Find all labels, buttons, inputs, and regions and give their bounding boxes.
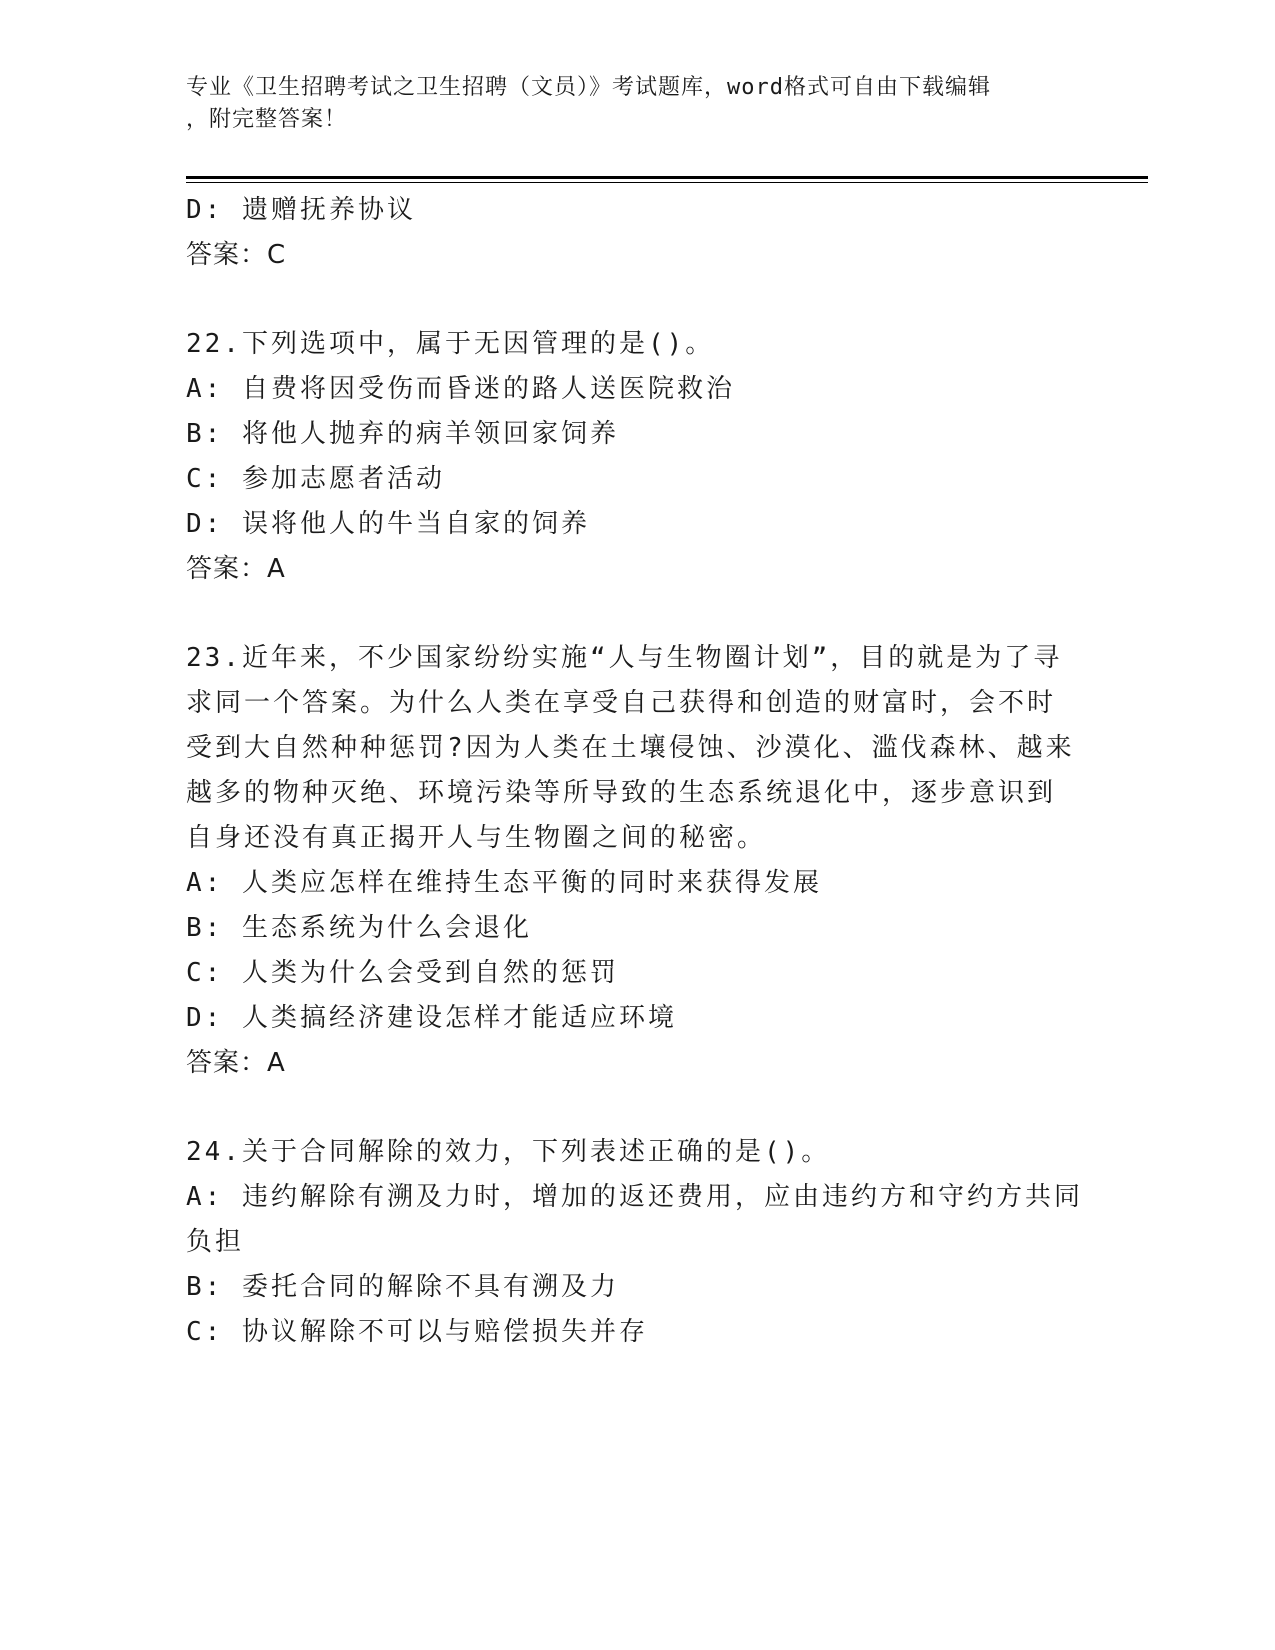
question-23-stem-line-2: 求同一个答案。为什么人类在享受自己获得和创造的财富时，会不时 xyxy=(186,688,1057,718)
header-rule-thick xyxy=(186,176,1148,179)
header-line-1: 专业《卫生招聘考试之卫生招聘（文员）》考试题库，word格式可自由下载编辑 xyxy=(186,75,991,100)
header-line-2: ，附完整答案！ xyxy=(186,107,348,132)
question-22-option-a: A: 自费将因受伤而昏迷的路人送医院救治 xyxy=(186,374,735,404)
header-rule-thin xyxy=(186,182,1148,183)
option-d: D: 遗赠抚养协议 xyxy=(186,195,416,225)
question-23-answer: 答案：A xyxy=(186,1048,286,1078)
spacer xyxy=(186,1086,1086,1130)
question-23-stem-line-4: 越多的物种灭绝、环境污染等所导致的生态系统退化中，逐步意识到 xyxy=(186,778,1057,808)
question-23-option-a: A: 人类应怎样在维持生态平衡的同时来获得发展 xyxy=(186,868,822,898)
question-23-stem-line-1: 23.近年来，不少国家纷纷实施“人与生物圈计划”，目的就是为了寻 xyxy=(186,643,1063,673)
answer-line: 答案：C xyxy=(186,240,287,270)
question-23-stem-line-5: 自身还没有真正揭开人与生物圈之间的秘密。 xyxy=(186,823,767,853)
question-22-answer: 答案：A xyxy=(186,554,286,584)
question-24-stem: 24.关于合同解除的效力，下列表述正确的是()。 xyxy=(186,1137,831,1167)
question-24-option-c: C: 协议解除不可以与赔偿损失并存 xyxy=(186,1317,648,1347)
spacer xyxy=(186,592,1086,636)
question-24-option-b: B: 委托合同的解除不具有溯及力 xyxy=(186,1272,619,1302)
question-22-stem: 22.下列选项中，属于无因管理的是()。 xyxy=(186,329,715,359)
document-header xyxy=(186,72,1066,136)
question-22-option-c: C: 参加志愿者活动 xyxy=(186,464,445,494)
question-22-option-d: D: 误将他人的牛当自家的饲养 xyxy=(186,509,590,539)
question-23-option-b: B: 生态系统为什么会退化 xyxy=(186,913,532,943)
question-23-option-d: D: 人类搞经济建设怎样才能适应环境 xyxy=(186,1003,677,1033)
question-24-option-a-continued: 负担 xyxy=(186,1227,245,1257)
question-24-option-a: A: 违约解除有溯及力时，增加的返还费用，应由违约方和守约方共同 xyxy=(186,1182,1083,1212)
spacer xyxy=(186,278,1086,322)
question-22-option-b: B: 将他人抛弃的病羊领回家饲养 xyxy=(186,419,619,449)
question-23-stem-line-3: 受到大自然种种惩罚?因为人类在土壤侵蚀、沙漠化、滥伐森林、越来 xyxy=(186,733,1075,763)
document-body xyxy=(186,188,1086,1355)
question-23-option-c: C: 人类为什么会受到自然的惩罚 xyxy=(186,958,619,988)
